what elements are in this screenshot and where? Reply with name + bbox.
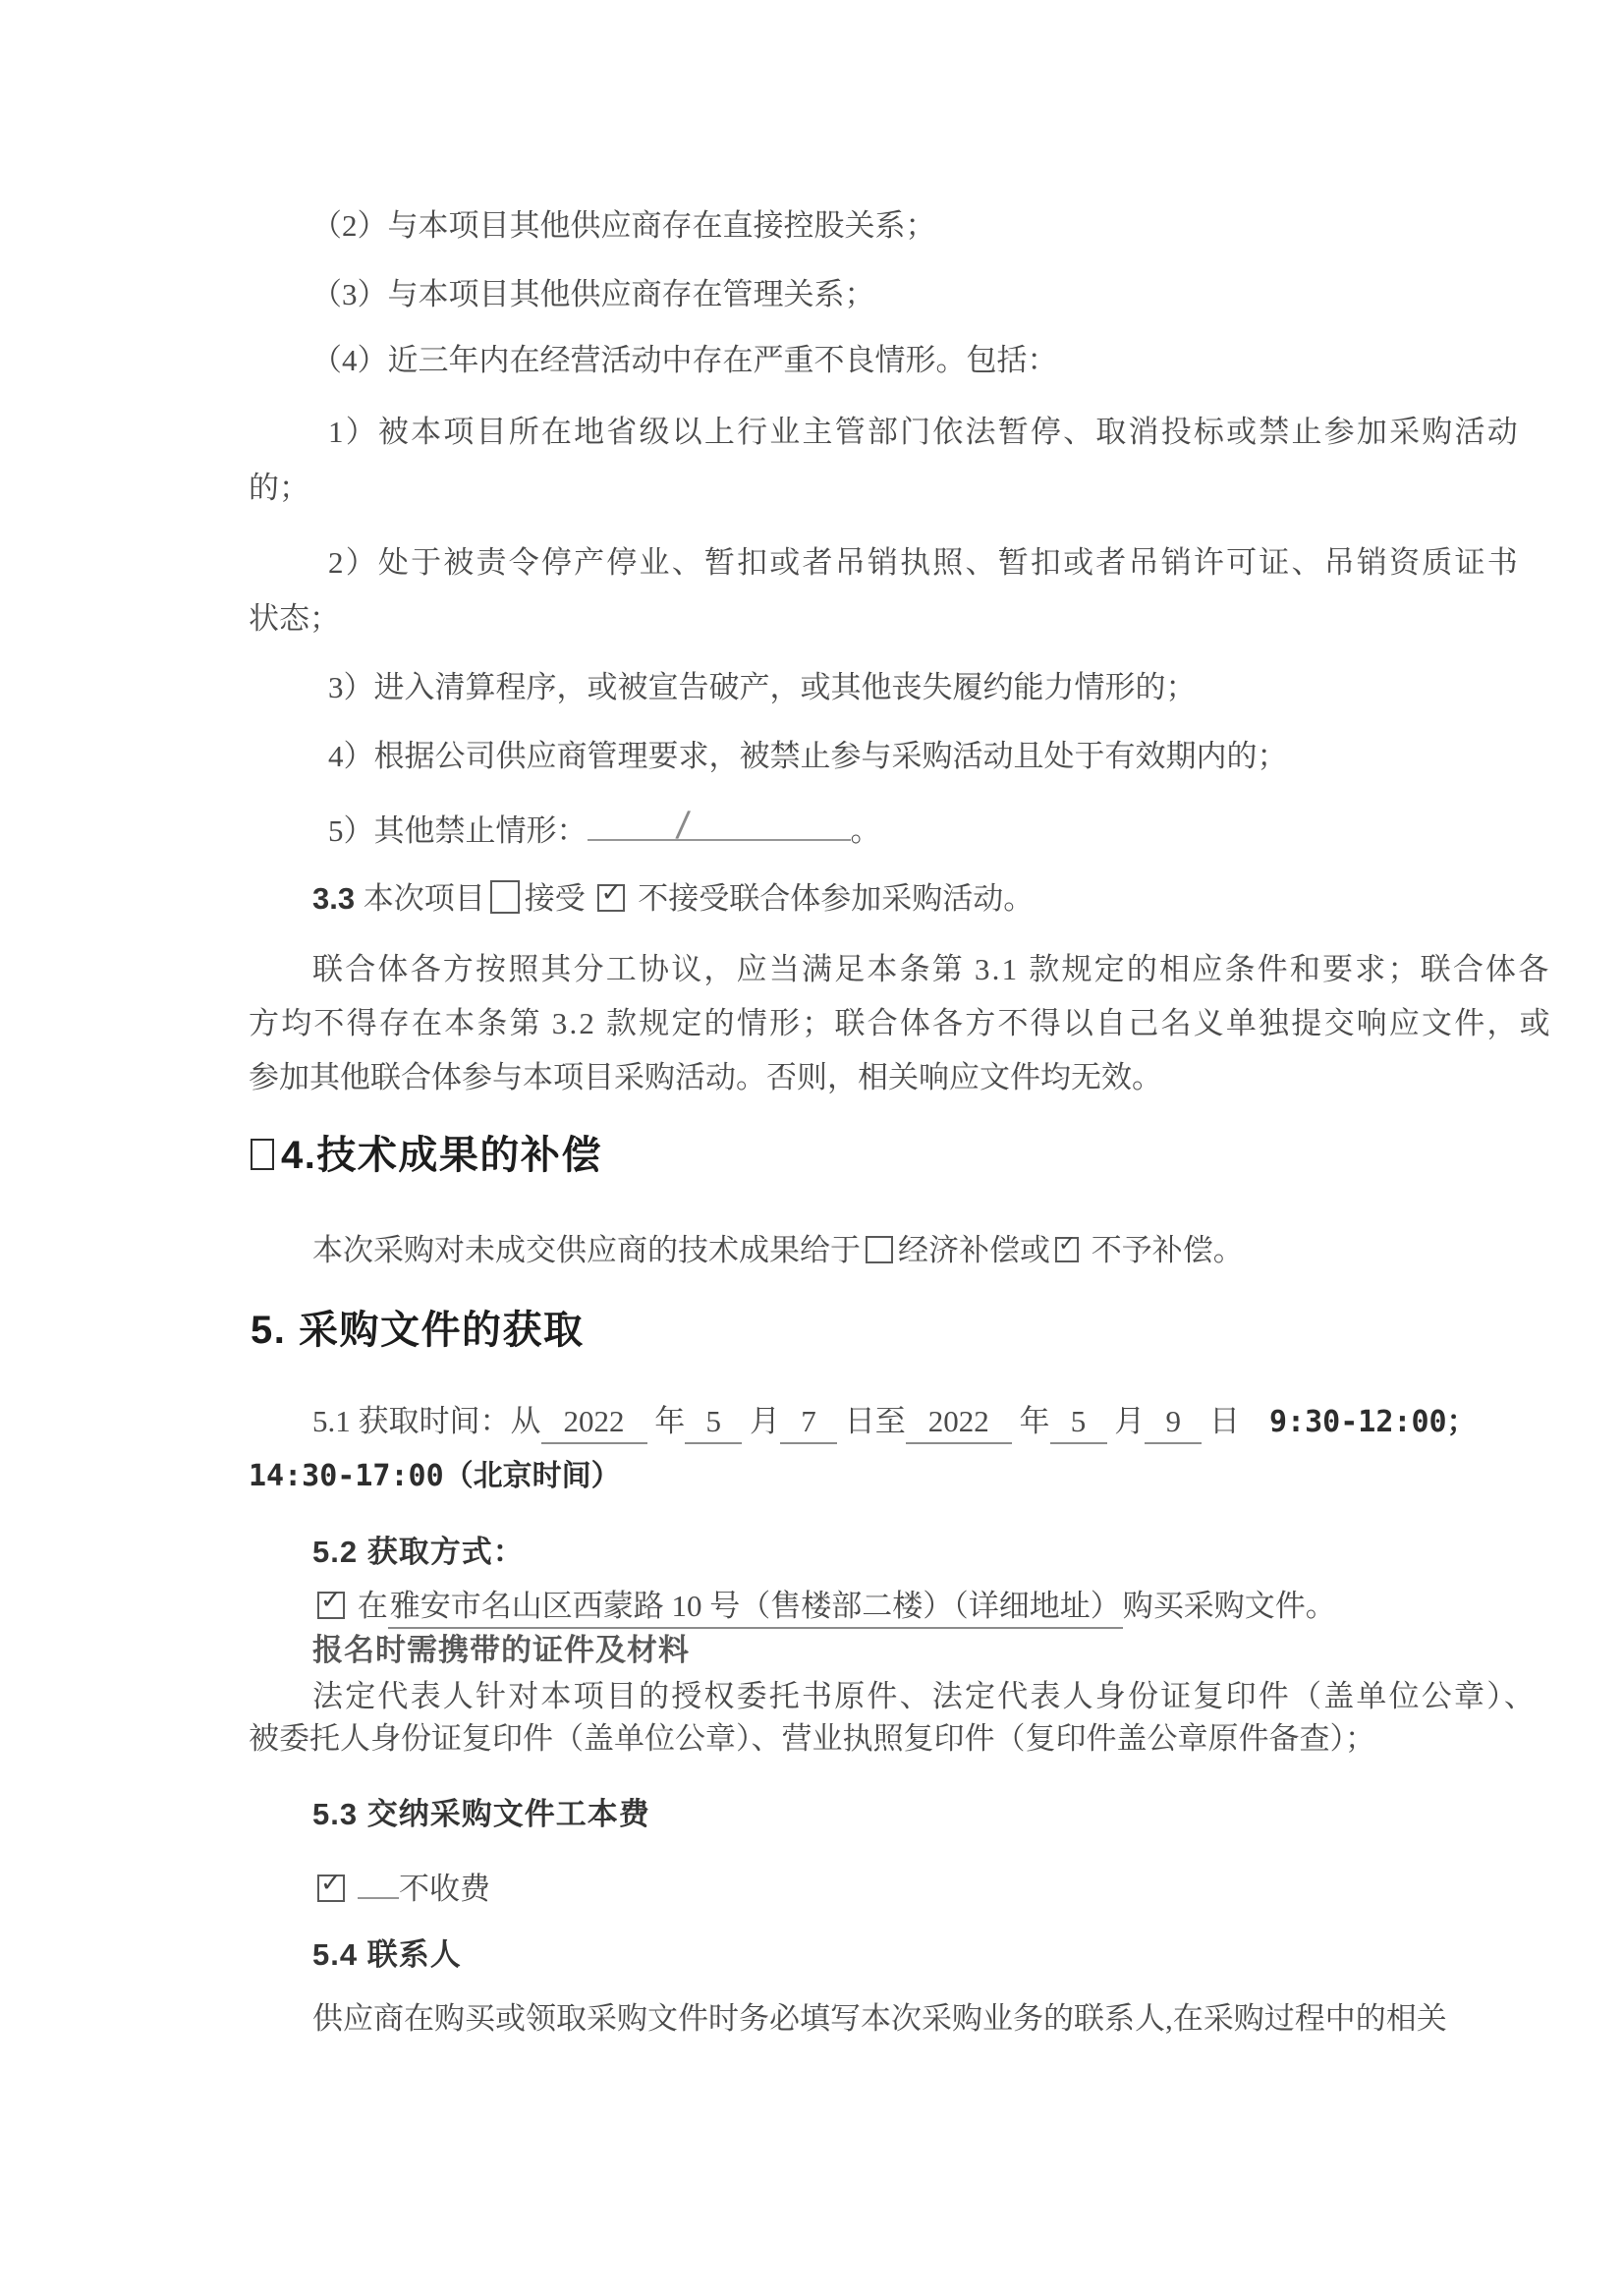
text-run: （2）与本项目其他供应商存在直接控股关系； [311, 208, 936, 243]
text-run: 供应商在购买或领取采购文件时务必填写本次采购业务的联系人,在采购过程中的相关 [312, 2001, 1447, 2036]
text-run: 5）其他禁止情形： [328, 813, 588, 848]
check-glyph: ✓ [320, 1586, 342, 1615]
text-run: 5.2 获取方式： [312, 1535, 525, 1569]
fill-in-blank [358, 1868, 399, 1899]
text-run: 经济补偿或 [898, 1233, 1050, 1267]
text-run: （4）近三年内在经营活动中存在严重不良情形。包括： [311, 343, 1058, 377]
consortium-para-line-3 [249, 1059, 1457, 1097]
fill-in-value: 5 [1050, 1403, 1107, 1444]
text-run: 日 [1202, 1404, 1240, 1438]
text-run: 月 [742, 1404, 780, 1438]
text-run: （3）与本项目其他供应商存在管理关系； [311, 277, 875, 311]
text-run: 9:30-12:00； [1269, 1405, 1477, 1439]
clause-5-2-option [312, 1588, 1457, 1629]
text-run: 5.4 联系人 [312, 1937, 462, 1972]
sub-item-1-line-1 [328, 414, 1520, 452]
clause-5-4 [312, 1936, 1457, 1975]
fill-in-value: 7 [780, 1403, 837, 1444]
clause-3-3 [312, 880, 1457, 919]
handwritten-slash: / [674, 804, 692, 846]
text-run: 不接受联合体参加采购活动。 [630, 881, 1035, 916]
text-run: 接受 [524, 881, 593, 916]
clause-5-1 [312, 1403, 1477, 1444]
text-run: 5.1 获取时间：从 [312, 1404, 541, 1438]
fill-in-value: 5 [685, 1403, 742, 1444]
text-run: 3）进入清算程序，或被宣告破产，或其他丧失履约能力情形的； [328, 670, 1197, 704]
fill-in-value: 2022 [541, 1403, 647, 1444]
text-run: 日至 [837, 1404, 906, 1438]
text-run: 。 [850, 813, 881, 848]
clause-5-3 [312, 1796, 1457, 1834]
section-4-heading [251, 1131, 1457, 1180]
check-glyph: ✓ [600, 878, 623, 908]
sub-item-2-line-1 [328, 544, 1520, 583]
clause-5-3-option [312, 1868, 1457, 1909]
text-run: 法定代表人针对本项目的授权委托书原件、法定代表人身份证复印件（盖单位公章）、 [312, 1679, 1538, 1713]
spacer [350, 1898, 358, 1899]
clause-5-2 [312, 1534, 1457, 1572]
text-run: 不予补偿。 [1084, 1233, 1244, 1267]
text-run: 4）根据公司供应商管理要求，被禁止参与采购活动且处于有效期内的； [328, 739, 1288, 773]
materials-line-1 [312, 1678, 1538, 1716]
text-run: 月 [1106, 1404, 1146, 1438]
empty-checkbox-icon [490, 880, 520, 914]
text-run: 参加其他联合体参与本项目采购活动。否则，相关响应文件均无效。 [249, 1060, 1162, 1094]
check-glyph: ✓ [1058, 1232, 1077, 1257]
section-4-body [312, 1232, 1457, 1270]
clause-3-2-item-3 [311, 276, 1457, 314]
sub-item-4 [328, 738, 1457, 776]
fill-in-value: 9 [1145, 1403, 1202, 1444]
sub-item-5 [328, 804, 1457, 851]
sub-item-3 [328, 669, 1457, 707]
fill-in-blank [588, 804, 851, 846]
text-run: 状态； [249, 601, 340, 636]
text-run: 的； [249, 471, 309, 505]
text-run: 方均不得存在本条第 3.2 款规定的情形；联合体各方不得以自己名义单独提交响应文件，或 [249, 1006, 1552, 1040]
sub-item-1-line-2 [249, 470, 1457, 508]
text-run: 5. 采购文件的获取 [251, 1309, 585, 1352]
clause-3-2-item-2 [311, 207, 1457, 246]
clause-5-4-body [312, 2000, 1457, 2039]
empty-checkbox-icon [251, 1139, 274, 1170]
text-run: 3.3 [312, 881, 364, 916]
text-run: 4.技术成果的补偿 [281, 1134, 602, 1177]
text-run: 1）被本项目所在地省级以上行业主管部门依法暂停、取消投标或禁止参加采购活动 [328, 415, 1520, 449]
text-run: 年 [646, 1404, 686, 1438]
checked-checkbox-icon [317, 1869, 345, 1902]
fill-in-value: 2022 [906, 1403, 1012, 1444]
materials-line-2 [249, 1720, 1457, 1759]
checked-checkbox-icon [317, 1586, 345, 1619]
sub-item-2-line-2 [249, 600, 1457, 639]
text-run: 年 [1011, 1404, 1050, 1438]
text-run: 被委托人身份证复印件（盖单位公章）、营业执照复印件（复印件盖公章原件备查）； [249, 1721, 1375, 1756]
text-run: 本次项目 [363, 881, 485, 916]
checked-checkbox-icon [1055, 1232, 1079, 1262]
empty-checkbox-icon [866, 1236, 893, 1263]
text-run: 不收费 [399, 1872, 490, 1906]
section-5-heading [251, 1306, 1457, 1355]
check-glyph: ✓ [320, 1869, 342, 1898]
text-run: 5.3 交纳采购文件工本费 [312, 1797, 650, 1831]
text-run: 购买采购文件。 [1122, 1589, 1336, 1623]
registration-materials-title [312, 1632, 1457, 1670]
text-run: 14:30-17:00（北京时间） [249, 1459, 621, 1493]
text-run: 2）处于被责令停产停业、暂扣或者吊销执照、暂扣或者吊销许可证、吊销资质证书 [328, 545, 1520, 580]
text-run: 联合体各方按照其分工协议，应当满足本条第 3.1 款规定的相应条件和要求；联合体各 [312, 952, 1551, 986]
text-run: 本次采购对未成交供应商的技术成果给于 [312, 1233, 861, 1267]
clause-3-2-item-4 [311, 342, 1457, 380]
text-run: 报名时需携带的证件及材料 [312, 1633, 690, 1667]
checked-checkbox-icon [597, 878, 625, 912]
clause-5-1-line-2 [249, 1458, 1457, 1495]
fill-in-value: 雅安市名山区西蒙路 10 号（售楼部二楼）（详细地址） [388, 1588, 1123, 1629]
text-run: 在 [350, 1589, 388, 1623]
consortium-para-line-2 [249, 1005, 1552, 1043]
consortium-para-line-1 [312, 951, 1551, 989]
